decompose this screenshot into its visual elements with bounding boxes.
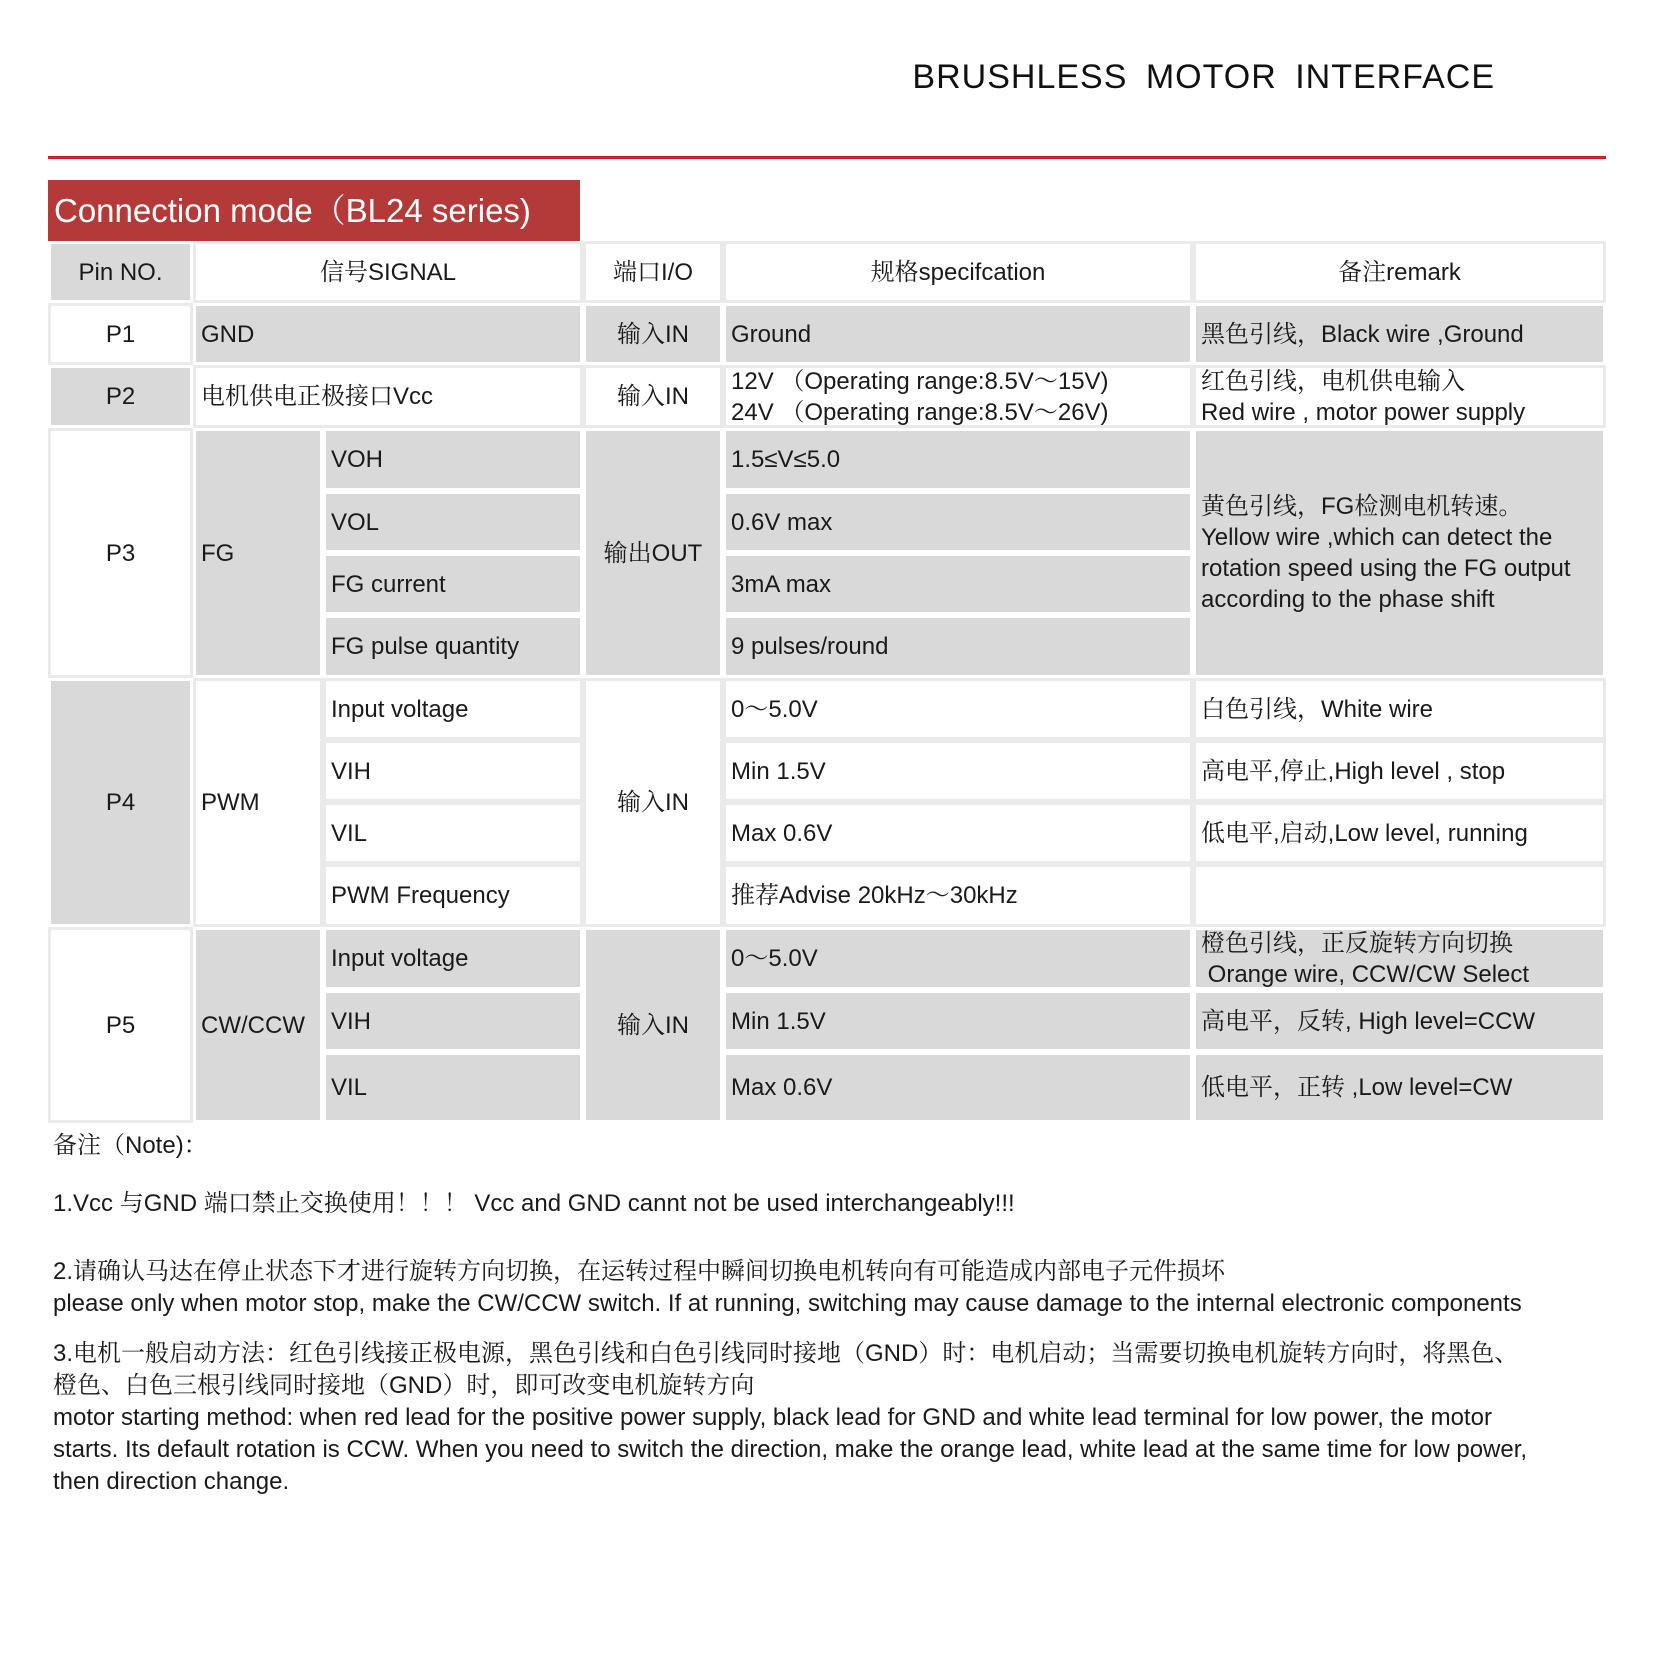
- p4-spec-vih: Min 1.5V: [723, 740, 1193, 802]
- header-pin: Pin NO.: [48, 241, 193, 303]
- p1-remark: 黑色引线，Black wire ,Ground: [1193, 303, 1606, 365]
- p4-remark-vil: 低电平,启动,Low level, running: [1193, 802, 1606, 864]
- p1-io: 输入IN: [583, 303, 723, 365]
- header-io: 端口I/O: [583, 241, 723, 303]
- p3-pin: P3: [48, 428, 193, 678]
- notes-section: [53, 1130, 1613, 1498]
- p3-remark: [1193, 428, 1606, 678]
- p4-io: 输入IN: [583, 678, 723, 927]
- document-title: BRUSHLESS MOTOR INTERFACE: [912, 58, 1495, 96]
- p2-spec-12v: 12V （Operating range:8.5V～15V): [731, 367, 1109, 395]
- note-2-cn: 2.请确认马达在停止状态下才进行旋转方向切换，在运转过程中瞬间切换电机转向有可能造成内部电子元件损坏: [53, 1258, 1226, 1285]
- p5-spec-input-voltage: 0～5.0V: [723, 927, 1193, 990]
- p5-spec-vil: Max 0.6V: [723, 1052, 1193, 1123]
- p5-param-vil: VIL: [323, 1052, 583, 1123]
- p2-io: 输入IN: [583, 365, 723, 428]
- p4-spec-input-voltage: 0～5.0V: [723, 678, 1193, 740]
- p2-signal: 电机供电正极接口Vcc: [193, 365, 583, 428]
- note-3-en-line3: then direction change.: [53, 1468, 290, 1495]
- note-3-en-line1: motor starting method: when red lead for the positive power supply, black lead for GND and white lead terminal for low power, the motor: [53, 1404, 1492, 1431]
- p3-param-fg-current: FG current: [323, 553, 583, 615]
- note-3-cn-line1: 3.电机一般启动方法：红色引线接正极电源，黑色引线和白色引线同时接地（GND）时：电机启动；当需要切换电机旋转方向时，将黑色、: [53, 1340, 1519, 1367]
- notes-heading: 备注（Note)：: [53, 1132, 208, 1159]
- p5-param-vih: VIH: [323, 990, 583, 1052]
- p4-param-input-voltage: Input voltage: [323, 678, 583, 740]
- p4-spec-pwm-frequency: 推荐Advise 20kHz～30kHz: [723, 864, 1193, 927]
- p3-remark-line: according to the phase shift: [1201, 586, 1495, 613]
- p1-pin: P1: [48, 303, 193, 365]
- p5-param-input-voltage: Input voltage: [323, 927, 583, 990]
- p4-remark-pwm-frequency: [1193, 864, 1606, 927]
- section-title: Connection mode（BL24 series): [48, 180, 580, 241]
- note-3-cn-line2: 橙色、白色三根引线同时接地（GND）时，即可改变电机旋转方向: [53, 1372, 755, 1399]
- p4-signal: PWM: [193, 678, 323, 927]
- p5-remark-input-voltage: [1193, 927, 1606, 990]
- p3-remark-line: 黄色引线，FG检测电机转速。: [1201, 493, 1523, 520]
- header-signal: 信号SIGNAL: [193, 241, 583, 303]
- p4-param-pwm-frequency: PWM Frequency: [323, 864, 583, 927]
- p3-spec-fg-current: 3mA max: [723, 553, 1193, 615]
- p5-remark-cn: 橙色引线，正反旋转方向切换: [1201, 929, 1513, 957]
- p4-param-vih: VIH: [323, 740, 583, 802]
- p2-spec-24v: 24V （Operating range:8.5V～26V): [731, 398, 1109, 426]
- p4-remark-vih: 高电平,停止,High level , stop: [1193, 740, 1606, 802]
- p2-remark: [1193, 365, 1606, 428]
- p4-pin: P4: [48, 678, 193, 927]
- p5-spec-vih: Min 1.5V: [723, 990, 1193, 1052]
- p1-spec: Ground: [723, 303, 1193, 365]
- p2-remark-cn: 红色引线，电机供电输入: [1201, 367, 1465, 395]
- p3-io: 输出OUT: [583, 428, 723, 678]
- connection-table: [48, 241, 1606, 1123]
- p3-signal: FG: [193, 428, 323, 678]
- header-spec: 规格specifcation: [723, 241, 1193, 303]
- p3-param-vol: VOL: [323, 491, 583, 553]
- note-1: 1.Vcc 与GND 端口禁止交换使用！！！ Vcc and GND cannt not be used interchangeably!!!: [53, 1190, 1015, 1217]
- p1-signal: GND: [193, 303, 583, 365]
- p5-pin: P5: [48, 927, 193, 1123]
- header-remark: 备注remark: [1193, 241, 1606, 303]
- p2-pin: P2: [48, 365, 193, 428]
- p3-remark-line: rotation speed using the FG output: [1201, 555, 1571, 582]
- p5-io: 输入IN: [583, 927, 723, 1123]
- p5-remark-en: Orange wire, CCW/CW Select: [1201, 960, 1530, 988]
- p5-signal: CW/CCW: [193, 927, 323, 1123]
- p5-remark-vil: 低电平，正转 ,Low level=CW: [1193, 1052, 1606, 1123]
- p4-param-vil: VIL: [323, 802, 583, 864]
- p3-remark-line: Yellow wire ,which can detect the: [1201, 524, 1553, 551]
- p2-spec: [723, 365, 1193, 428]
- header-divider: [48, 156, 1606, 159]
- p3-param-fg-pulse: FG pulse quantity: [323, 615, 583, 678]
- p3-spec-voh: 1.5≤V≤5.0: [723, 428, 1193, 491]
- p5-remark-vih: 高电平，反转, High level=CCW: [1193, 990, 1606, 1052]
- note-3-en-line2: starts. Its default rotation is CCW. When you need to switch the direction, make the orange lead, white lead at the same time for low power,: [53, 1436, 1528, 1463]
- p3-param-voh: VOH: [323, 428, 583, 491]
- p3-spec-fg-pulse: 9 pulses/round: [723, 615, 1193, 678]
- p2-remark-en: Red wire , motor power supply: [1201, 398, 1526, 426]
- p3-spec-vol: 0.6V max: [723, 491, 1193, 553]
- note-2-en: please only when motor stop, make the CW/CCW switch. If at running, switching may cause damage to the internal electronic components: [53, 1290, 1522, 1317]
- p4-spec-vil: Max 0.6V: [723, 802, 1193, 864]
- p4-remark-input-voltage: 白色引线，White wire: [1193, 678, 1606, 740]
